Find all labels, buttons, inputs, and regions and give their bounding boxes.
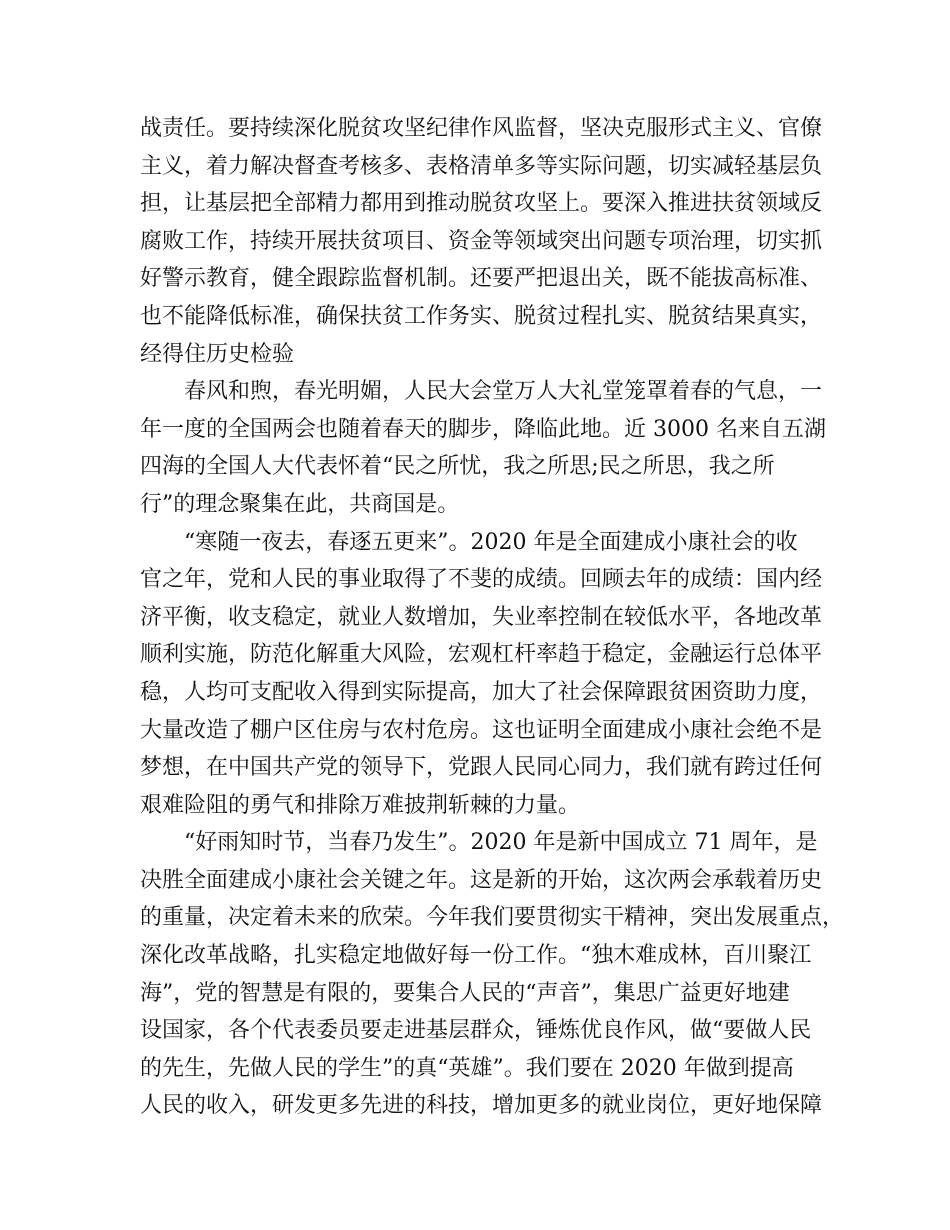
text-line: 也不能降低标准，确保扶贫工作务实、脱贫过程扎实、脱贫结果真实， [140, 303, 823, 329]
text-line: 行”的理念聚集在此，共商国是。 [140, 491, 460, 517]
text-line-indented: 春风和煦，春光明媚，人民大会堂万人大礼堂笼罩着春的气息，一 [184, 379, 823, 405]
text-line: 决胜全面建成小康社会关键之年。这是新的开始，这次两会承载着历史 [140, 867, 823, 893]
text-line: 海”，党的智慧是有限的，要集合人民的“声音”，集思广益更好地建 [140, 980, 790, 1006]
text-line: 稳，人均可支配收入得到实际提高，加大了社会保障跟贫困资助力度， [140, 679, 823, 705]
text-line: 大量改造了棚户区住房与农村危房。这也证明全面建成小康社会绝不是 [140, 717, 823, 743]
text-line: 深化改革战略，扎实稳定地做好每一份工作。“独木难成林，百川聚江 [140, 943, 812, 969]
text-line: 年一度的全国两会也随着春天的脚步，降临此地。近 3000 名来自五湖 [140, 416, 826, 442]
text-line-indented: “寒随一夜去，春逐五更来”。2020 年是全面建成小康社会的收 [184, 529, 798, 555]
text-line: 济平衡，收支稳定，就业人数增加，失业率控制在较低水平，各地改革 [140, 604, 823, 630]
text-line-indented: “好雨知时节，当春乃发生”。2020 年是新中国成立 71 周年，是 [184, 830, 818, 856]
text-line: 的先生，先做人民的学生”的真“英雄”。我们要在 2020 年做到提高 [140, 1055, 794, 1081]
text-line: 担，让基层把全部精力都用到推动脱贫攻坚上。要深入推进扶贫领域反 [140, 191, 823, 217]
document-body [140, 110, 845, 1125]
paragraph-4 [140, 824, 845, 1125]
paragraph-2 [140, 373, 826, 523]
paragraph-1 [140, 110, 823, 373]
text-line: 设国家，各个代表委员要走进基层群众，锤炼优良作风，做“要做人民 [140, 1018, 812, 1044]
text-line: 腐败工作，持续开展扶贫项目、资金等领域突出问题专项治理，切实抓 [140, 228, 823, 254]
text-line: 顺利实施，防范化解重大风险，宏观杠杆率趋于稳定，金融运行总体平 [140, 642, 823, 668]
text-line: 官之年，党和人民的事业取得了不斐的成绩。回顾去年的成绩：国内经 [140, 567, 823, 593]
text-line: 人民的收入，研发更多先进的科技，增加更多的就业岗位，更好地保障 [140, 1093, 823, 1119]
text-line: 四海的全国人大代表怀着“民之所忧，我之所思;民之所思，我之所 [140, 454, 775, 480]
text-line: 主义，着力解决督查考核多、表格清单多等实际问题，切实减轻基层负 [140, 153, 823, 179]
text-line: 艰难险阻的勇气和排除万难披荆斩棘的力量。 [140, 792, 581, 818]
text-line: 梦想，在中国共产党的领导下，党跟人民同心同力，我们就有跨过任何 [140, 755, 823, 781]
paragraph-3 [140, 524, 823, 825]
text-line: 好警示教育，健全跟踪监督机制。还要严把退出关，既不能拔高标准、 [140, 266, 823, 292]
text-line: 经得住历史检验 [140, 341, 295, 367]
text-line: 战责任。要持续深化脱贫攻坚纪律作风监督，坚决克服形式主义、官僚 [140, 116, 823, 141]
text-line: 的重量，决定着未来的欣荣。今年我们要贯彻实干精神，突出发展重点， [140, 905, 845, 931]
